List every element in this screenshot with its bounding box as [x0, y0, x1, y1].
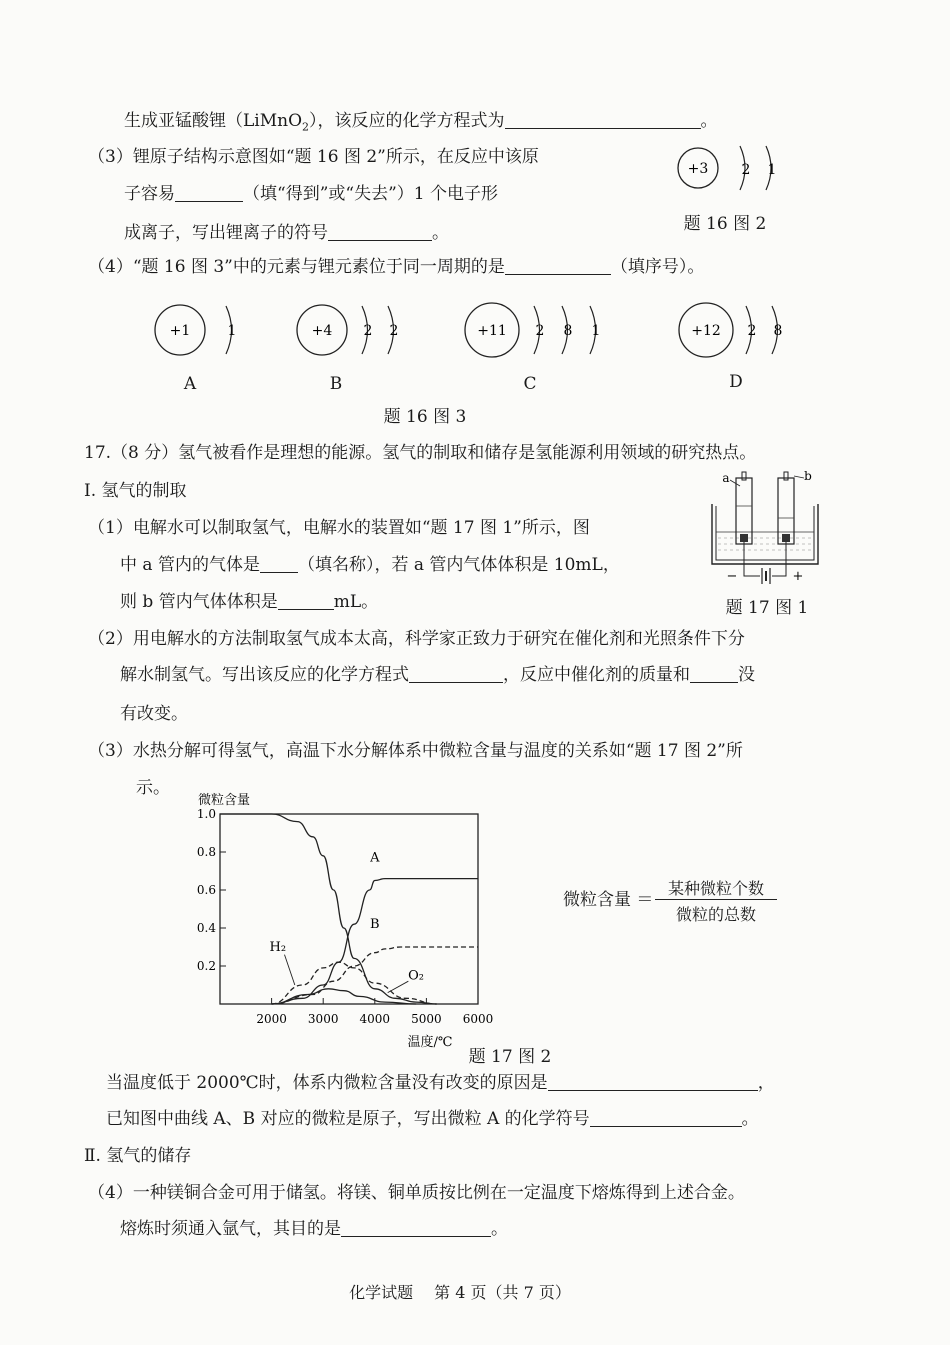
- curve-label: H₂: [269, 939, 287, 955]
- chart-series: [220, 814, 478, 1004]
- circuit-wire: [744, 542, 786, 576]
- shell-electrons: 1: [227, 323, 237, 339]
- answer-blank[interactable]: [548, 1072, 758, 1091]
- series-line-0: [220, 814, 437, 1004]
- answer-blank[interactable]: [690, 664, 738, 683]
- curve-label: A: [370, 850, 380, 866]
- series-line-4: [272, 989, 416, 1004]
- electrode-a: [740, 534, 748, 542]
- q17-p1-line2: [120, 554, 620, 576]
- q17-p1-line1: （1）电解水可以制取氢气，电解水的装置如“题 17 图 1”所示，图: [88, 518, 590, 538]
- nucleus-charge: +1: [169, 323, 191, 339]
- text: （填名称），若 a 管内气体体积是 10mL，: [297, 555, 620, 575]
- pointer-b: [794, 476, 804, 478]
- q16-p3-line1: （3）锂原子结构示意图如“题 16 图 2”所示，在反应中该原: [88, 147, 539, 167]
- text: （填序号）。: [610, 257, 705, 277]
- valve-b: [784, 472, 788, 480]
- answer-blank[interactable]: [260, 554, 298, 573]
- answer-blank[interactable]: [278, 591, 334, 610]
- text: 熔炼时须通入氩气，其目的是: [120, 1219, 341, 1239]
- formula-denominator: 微粒的总数: [675, 905, 756, 924]
- formula-left: 微粒含量 ＝: [563, 890, 654, 910]
- shell-electrons: 2: [389, 323, 399, 339]
- q17-p4-line1: （4）一种镁铜合金可用于储氢。将镁、铜单质按比例在一定温度下熔炼得到上述合金。: [88, 1183, 745, 1203]
- water-tank: [712, 504, 818, 564]
- y-tick-label: 1.0: [196, 807, 216, 821]
- answer-blank[interactable]: [328, 222, 432, 241]
- atom-letter-b: B: [329, 374, 343, 394]
- x-tick-label: 3000: [307, 1012, 339, 1026]
- text: 中 a 管内的气体是: [120, 555, 260, 575]
- atom-diagram-b: [292, 300, 422, 364]
- nucleus-charge: +11: [477, 323, 507, 339]
- answer-blank[interactable]: [590, 1108, 742, 1127]
- q17-p3-line2: 示。: [136, 778, 170, 798]
- electrolysis-apparatus-diagram: [700, 466, 830, 590]
- fig16-3-caption: 题 16 图 3: [383, 407, 467, 427]
- shell-electrons: 8: [563, 323, 573, 339]
- x-tick-label: 5000: [411, 1012, 442, 1026]
- answer-blank[interactable]: [341, 1218, 491, 1237]
- fraction-bar: [655, 899, 777, 900]
- shell-electrons: 1: [767, 162, 777, 178]
- h2-leader-line: [285, 955, 295, 985]
- plot-frame: [220, 814, 478, 1004]
- pointer-a: [730, 480, 740, 486]
- q16-limno2-line: [124, 110, 718, 138]
- text: 。: [432, 223, 449, 243]
- particle-content-chart: [180, 784, 510, 1054]
- text: ，反应中催化剂的质量和: [503, 665, 690, 685]
- q17-intro: 17.（8 分）氢气被看作是理想的能源。氢气的制取和储存是氢能源利用领域的研究热点。: [84, 443, 757, 463]
- electrode-b: [782, 534, 790, 542]
- atom-diagram-c: [460, 300, 620, 364]
- y-tick-label: 0.8: [196, 845, 216, 859]
- q16-p4-line: [88, 256, 704, 278]
- atom-diagram-a: [150, 300, 260, 364]
- q17-p4-line2: [120, 1218, 508, 1240]
- shell-electrons: 2: [535, 323, 545, 339]
- x-axis-label: 温度/℃: [407, 1035, 453, 1050]
- y-axis-label: 微粒含量: [197, 793, 251, 808]
- chart-labels: [270, 851, 425, 993]
- x-tick-label: 6000: [462, 1012, 494, 1026]
- minus-sign: −: [726, 569, 738, 584]
- shell-electrons: 2: [741, 162, 751, 178]
- water-hatching: [718, 538, 812, 550]
- q17-p1-line3: [120, 591, 378, 613]
- q17-section-1-title: Ⅰ. 氢气的制取: [84, 481, 187, 501]
- chart-axes: [197, 792, 493, 1050]
- fig17-2-caption: 题 17 图 2: [468, 1047, 552, 1067]
- formula-numerator: 某种微粒个数: [667, 879, 764, 898]
- y-tick-label: 0.6: [196, 883, 216, 897]
- plus-sign: +: [792, 569, 804, 584]
- x-tick-label: 2000: [256, 1012, 287, 1026]
- q17-p2-line2: [120, 664, 755, 686]
- text: 。: [491, 1219, 508, 1239]
- answer-blank[interactable]: [505, 110, 701, 129]
- q17-section-2-title: Ⅱ. 氢气的储存: [84, 1146, 192, 1166]
- nucleus-charge: +3: [687, 161, 709, 177]
- shell-electrons: 2: [363, 323, 373, 339]
- y-tick-label: 0.4: [196, 921, 216, 935]
- text: mL。: [333, 592, 379, 612]
- curve-label: O₂: [408, 968, 425, 984]
- curve-label: B: [370, 917, 380, 932]
- text: 已知图中曲线 A、B 对应的微粒是原子，写出微粒 A 的化学符号: [106, 1109, 590, 1129]
- atom-diagram-d: [674, 300, 804, 364]
- text: 子容易: [124, 184, 175, 204]
- page-footer: 化学试题 第 4 页（共 7 页）: [349, 1283, 571, 1302]
- label-a: a: [722, 471, 730, 485]
- answer-blank[interactable]: [409, 664, 503, 683]
- q17-p2-line3: 有改变。: [120, 704, 188, 724]
- q17-p2-line1: （2）用电解水的方法制取氢气成本太高，科学家正致力于研究在催化剂和光照条件下分: [88, 629, 745, 649]
- label-b: b: [804, 469, 812, 483]
- answer-blank[interactable]: [175, 183, 243, 202]
- atom-letter-a: A: [183, 374, 197, 394]
- water-tank-inner: [716, 506, 814, 560]
- fig16-2-caption: 题 16 图 2: [683, 214, 767, 234]
- lithium-atom-diagram: [676, 140, 786, 200]
- text: 则 b 管内气体体积是: [120, 592, 278, 612]
- atom-letter-c: C: [523, 374, 537, 394]
- q16-p3-line2: [124, 183, 498, 205]
- valve-a: [742, 472, 746, 480]
- subscript: 2: [302, 120, 310, 134]
- answer-blank[interactable]: [505, 256, 611, 275]
- text: 。: [741, 1109, 759, 1129]
- x-tick-label: 4000: [359, 1012, 391, 1026]
- text: （填“得到”或“失去”）1 个电子形: [243, 184, 498, 204]
- nucleus-charge: +4: [311, 323, 333, 339]
- series-line-1: [269, 879, 478, 1004]
- text: ），该反应的化学方程式为: [309, 111, 505, 131]
- text: ，: [757, 1073, 775, 1093]
- fig17-1-caption: 题 17 图 1: [725, 598, 809, 618]
- text: 。: [700, 111, 718, 131]
- atom-letter-d: D: [729, 372, 743, 392]
- y-tick-label: 0.2: [196, 959, 216, 973]
- q17-p3-q2: [106, 1108, 759, 1130]
- q17-p3-line1: （3）水热分解可得氢气，高温下水分解体系中微粒含量与温度的关系如“题 17 图 2”所: [88, 741, 743, 761]
- text: （4）“题 16 图 3”中的元素与锂元素位于同一周期的是: [88, 257, 505, 277]
- q17-p3-q1: [106, 1072, 775, 1094]
- text: 当温度低于 2000℃时，体系内微粒含量没有改变的原因是: [106, 1073, 548, 1093]
- text: 生成亚锰酸锂（LiMnO: [124, 111, 303, 131]
- shell-electrons: 8: [773, 323, 783, 339]
- text: 解水制氢气。写出该反应的化学方程式: [120, 665, 409, 685]
- o2-leader-line: [388, 981, 409, 992]
- text: 成离子，写出锂离子的符号: [124, 223, 328, 243]
- shell-electrons: 1: [591, 323, 601, 339]
- shell-electrons: 2: [747, 323, 757, 339]
- nucleus-charge: +12: [691, 323, 721, 339]
- q16-p3-line3: [124, 222, 449, 244]
- text: 没: [738, 665, 755, 685]
